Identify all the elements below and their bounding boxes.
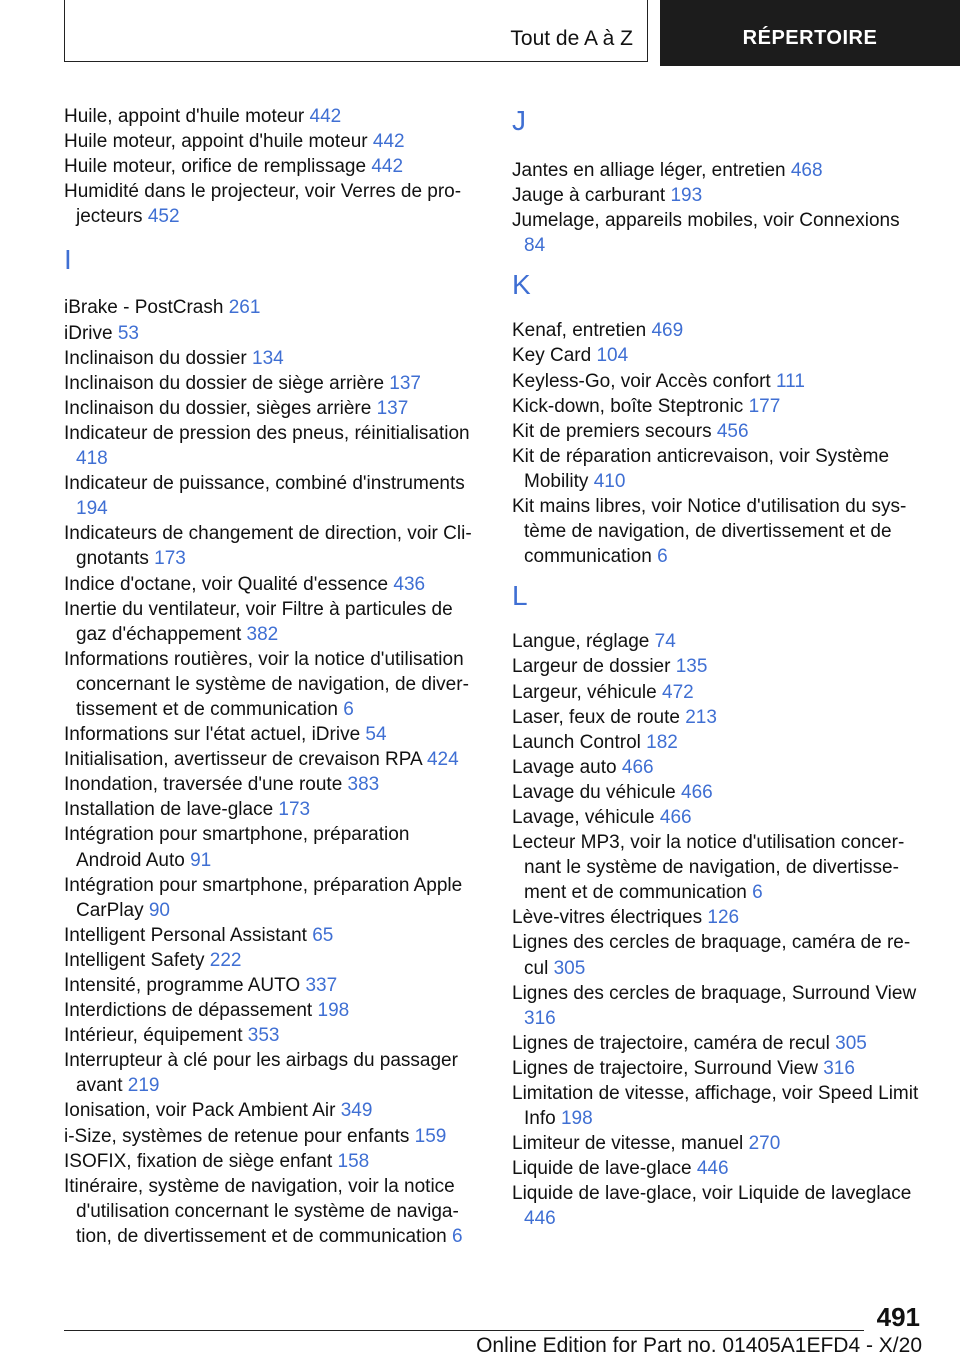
page-reference-link[interactable]: 6: [343, 698, 354, 720]
index-entry: [64, 346, 476, 371]
page-reference-link[interactable]: 90: [148, 899, 170, 921]
index-entry: [512, 1181, 922, 1231]
index-entry: [64, 1098, 476, 1123]
page-reference-link[interactable]: 466: [681, 781, 713, 803]
index-entry-text: Lignes des cercles de braquage, Surround View: [512, 982, 917, 1004]
index-entry: [512, 318, 922, 343]
index-entry-text: Inondation, traversée d'une route: [64, 774, 348, 796]
index-entry: [64, 1174, 476, 1249]
page-reference-link[interactable]: 158: [337, 1150, 370, 1172]
page-reference-link[interactable]: 111: [776, 370, 805, 392]
index-entry-text: Huile, appoint d'huile moteur: [64, 106, 310, 127]
page-reference-link[interactable]: 91: [190, 849, 212, 871]
index-entry-text: Huile moteur, appoint d'huile moteur: [64, 131, 373, 153]
index-entry-text: Ionisation, voir Pack Ambient Air: [64, 1100, 341, 1122]
section-tab[interactable]: [64, 0, 648, 62]
index-entry: [512, 1131, 922, 1156]
page-number: 491: [876, 1302, 920, 1332]
index-entry-text: Interrupteur à clé pour les airbags du passager avant: [64, 1050, 458, 1097]
index-entry-text: Inclinaison du dossier, sièges arrière: [64, 397, 377, 419]
index-entry: [512, 1056, 922, 1081]
index-entry-text: Intégration pour smartphone, préparation Apple CarPlay: [64, 874, 463, 921]
page-reference-link[interactable]: 213: [685, 706, 717, 728]
page-reference-link[interactable]: 194: [76, 498, 108, 520]
index-entry: [512, 1156, 922, 1181]
page-reference-link[interactable]: 410: [593, 470, 626, 492]
page-reference-link[interactable]: 6: [657, 546, 668, 568]
index-entry: [64, 973, 476, 998]
page-reference-link[interactable]: 177: [748, 395, 781, 417]
index-entry: [64, 471, 476, 521]
index-column-left: [64, 104, 476, 1249]
page-reference-link[interactable]: 65: [312, 924, 334, 946]
index-entry: [512, 343, 922, 368]
index-entry-text: Inclinaison du dossier de siège arrière: [64, 372, 390, 394]
index-entry: [64, 1149, 476, 1174]
index-entry-text: Jantes en alliage léger, entretien: [512, 160, 791, 181]
index-entry: [64, 1023, 476, 1048]
page-reference-link[interactable]: 436: [393, 573, 426, 595]
index-entry: [512, 158, 922, 183]
page-reference-link[interactable]: 316: [524, 1007, 556, 1029]
index-entry-text: Installation de lave-glace: [64, 799, 279, 821]
index-entry: [512, 208, 922, 258]
page-reference-link[interactable]: 349: [340, 1100, 373, 1122]
index-entry: [64, 923, 476, 948]
page-reference-link[interactable]: 173: [154, 548, 186, 570]
page-reference-link[interactable]: 270: [748, 1133, 781, 1155]
index-entry-text: Lavage du véhicule: [512, 781, 682, 803]
index-entry-text: Intensité, programme AUTO: [64, 975, 306, 996]
page-reference-link[interactable]: 53: [117, 322, 139, 344]
index-entry: [512, 780, 922, 805]
index-entry: [512, 394, 922, 419]
index-entry: [64, 104, 476, 129]
index-entry-text: iDrive: [64, 322, 118, 344]
index-entry-text: Intelligent Safety: [64, 949, 210, 971]
index-entry-text: Interdictions de dépassement: [64, 1000, 318, 1022]
index-entry: [512, 494, 922, 569]
index-entry-text: Indicateur de puissance, combiné d'instruments: [64, 473, 465, 495]
index-entry-text: Humidité dans le projecteur, voir Verres de projecteurs: [64, 181, 462, 228]
page-reference-link[interactable]: 305: [835, 1032, 867, 1054]
index-letter-heading: K: [512, 269, 531, 301]
page-reference-link[interactable]: 418: [76, 448, 108, 470]
index-entry: [64, 597, 476, 647]
index-entry: [512, 680, 922, 705]
page-reference-link[interactable]: 159: [414, 1125, 447, 1147]
page-reference-link[interactable]: 383: [347, 774, 380, 796]
index-entry-text: Jauge à carburant: [512, 185, 671, 207]
index-entry-text: Lavage, véhicule: [512, 806, 660, 828]
index-entry: [512, 805, 922, 830]
index-entry: [512, 419, 922, 444]
index-entry-text: Kenaf, entretien: [512, 320, 652, 342]
index-entry: [64, 948, 476, 973]
page-reference-link[interactable]: 382: [246, 623, 279, 645]
page-reference-link[interactable]: 446: [696, 1158, 729, 1180]
index-entry-text: Largeur de dossier: [512, 656, 676, 678]
index-entry-text: Langue, réglage: [512, 631, 655, 653]
index-entry: [512, 930, 922, 980]
index-entry: [512, 1081, 922, 1131]
index-entry: [512, 905, 922, 930]
edition-footer: Online Edition for Part no. 01405A1EFD4 - X/20: [476, 1334, 922, 1357]
index-entry-text: Laser, feux de route: [512, 706, 686, 728]
index-entry: [512, 1031, 922, 1056]
index-entry-text: Indice d'octane, voir Qualité d'essence: [64, 573, 394, 595]
page-reference-link[interactable]: 137: [376, 397, 409, 419]
page-reference-link[interactable]: 472: [662, 681, 694, 703]
page-reference-link[interactable]: 126: [707, 907, 740, 929]
index-entry: [512, 730, 922, 755]
index-entry: [64, 129, 476, 154]
index-entry: [64, 873, 476, 923]
repertoire-tab-label: RÉPERTOIRE: [742, 27, 878, 49]
index-entry-text: Jumelage, appareils mobiles, voir Connexions: [512, 210, 900, 232]
index-entry-text: Lavage auto: [512, 756, 622, 778]
index-entry-text: Indicateur de pression des pneus, réinitialisation: [64, 422, 470, 444]
index-entry-text: Intérieur, équipement: [64, 1025, 248, 1047]
page-reference-link[interactable]: 74: [654, 631, 676, 653]
page-reference-link[interactable]: 442: [371, 156, 404, 178]
index-entry-text: Keyless-Go, voir Accès confort: [512, 370, 776, 392]
index-entry-text: Limiteur de vitesse, manuel: [512, 1133, 749, 1155]
index-entry-text: Lignes de trajectoire, Surround View: [512, 1057, 824, 1079]
index-entry: [512, 705, 922, 730]
index-entry-text: Key Card: [512, 345, 597, 367]
index-entry-text: Inclinaison du dossier: [64, 347, 252, 369]
page-reference-link[interactable]: 442: [372, 131, 405, 153]
index-entry: [512, 629, 922, 654]
page-reference-link[interactable]: 219: [127, 1075, 160, 1097]
index-entry-text: Informations sur l'état actuel, iDrive: [64, 724, 366, 746]
page-reference-link[interactable]: 456: [716, 420, 749, 442]
index-entry-text: Intelligent Personal Assistant: [64, 924, 313, 946]
page-reference-link[interactable]: 466: [659, 806, 692, 828]
page-header: [0, 0, 960, 66]
index-entry: [64, 396, 476, 421]
index-entry: [64, 747, 476, 772]
page-reference-link[interactable]: 452: [147, 206, 180, 228]
index-entry: [64, 722, 476, 747]
index-letter-heading: I: [64, 244, 72, 276]
index-entry: [512, 369, 922, 394]
page-reference-link[interactable]: 316: [823, 1057, 855, 1079]
index-entry: [512, 444, 922, 494]
index-entry: [64, 154, 476, 179]
index-entry-text: Largeur, véhicule: [512, 681, 662, 703]
index-entry: [512, 183, 922, 208]
page-reference-link[interactable]: 261: [228, 297, 261, 319]
page-reference-link[interactable]: 104: [596, 345, 629, 367]
page-reference-link[interactable]: 337: [305, 975, 338, 996]
index-entry-text: Initialisation, avertisseur de crevaison RPA: [64, 749, 427, 771]
index-entry: [512, 654, 922, 679]
page-reference-link[interactable]: 198: [560, 1108, 593, 1130]
index-entry: [64, 321, 476, 346]
index-entry: [64, 572, 476, 597]
page-reference-link[interactable]: 446: [524, 1208, 556, 1230]
page-reference-link[interactable]: 84: [524, 235, 546, 257]
page-reference-link[interactable]: 134: [252, 347, 284, 369]
page-reference-link[interactable]: 222: [209, 949, 242, 971]
index-entry: [64, 179, 476, 229]
index-entry-text: iBrake - PostCrash: [64, 297, 229, 319]
index-entry-text: Lecteur MP3, voir la notice d'utilisation concernant le système de navigation, de divertissement et de communication: [512, 832, 905, 904]
repertoire-tab[interactable]: [660, 0, 960, 66]
index-entry-text: i-Size, systèmes de retenue pour enfants: [64, 1125, 415, 1147]
index-entry: [64, 295, 476, 320]
index-entry-text: Kit de premiers secours: [512, 420, 717, 442]
page-reference-link[interactable]: 442: [309, 106, 342, 127]
index-entry: [64, 1124, 476, 1149]
index-entry-text: ISOFIX, fixation de siège enfant: [64, 1150, 338, 1172]
index-entry: [64, 797, 476, 822]
index-entry: [64, 521, 476, 571]
index-entry-text: Lignes des cercles de braquage, caméra de recul: [512, 932, 911, 979]
index-entry-text: Kit de réparation anticrevaison, voir Système Mobility: [512, 445, 890, 492]
page-reference-link[interactable]: 6: [752, 882, 763, 904]
index-entry-text: Inertie du ventilateur, voir Filtre à particules de gaz d'échappement: [64, 598, 453, 645]
index-entry-text: Intégration pour smartphone, préparation Android Auto: [64, 824, 410, 871]
index-entry-text: Lève-vitres électriques: [512, 907, 708, 929]
index-entry-text: Huile moteur, orifice de remplissage: [64, 156, 372, 178]
index-entry: [64, 998, 476, 1023]
index-entry-text: Liquide de lave-glace, voir Liquide de laveglace: [512, 1183, 912, 1205]
index-entry: [64, 1048, 476, 1098]
index-letter-heading: L: [512, 580, 528, 612]
index-entry: [512, 981, 922, 1031]
page-reference-link[interactable]: 469: [651, 320, 684, 342]
page-reference-link[interactable]: 424: [426, 749, 459, 771]
index-entry-text: Kick-down, boîte Steptronic: [512, 395, 749, 417]
index-entry-text: Launch Control: [512, 731, 647, 753]
page-reference-link[interactable]: 305: [553, 957, 586, 979]
index-entry-text: Liquide de lave-glace: [512, 1158, 697, 1180]
page-reference-link[interactable]: 135: [675, 656, 708, 678]
section-tab-label: Tout de A à Z: [510, 27, 633, 50]
index-entry-text: Lignes de trajectoire, caméra de recul: [512, 1032, 836, 1054]
page-reference-link[interactable]: 198: [317, 1000, 350, 1022]
index-column-right: [512, 104, 922, 1232]
page-reference-link[interactable]: 54: [365, 724, 387, 746]
page-reference-link[interactable]: 182: [646, 731, 678, 753]
index-entry: [64, 371, 476, 396]
page-reference-link[interactable]: 353: [247, 1025, 280, 1047]
page-reference-link[interactable]: 193: [670, 185, 703, 207]
index-entry: [64, 772, 476, 797]
index-entry: [512, 755, 922, 780]
index-entry: [64, 647, 476, 722]
page-reference-link[interactable]: 468: [790, 160, 823, 181]
index-entry-text: Kit mains libres, voir Notice d'utilisation du système de navigation, de divertissement et de communication: [512, 496, 907, 568]
page-reference-link[interactable]: 6: [451, 1225, 463, 1247]
index-entry-text: Itinéraire, système de navigation, voir la notice d'utilisation concernant le système de navigation, de divertissement et de communication: [64, 1175, 459, 1247]
page-reference-link[interactable]: 173: [278, 799, 311, 821]
index-entry: [64, 822, 476, 872]
index-entry-text: Indicateurs de changement de direction, voir Clignotants: [64, 523, 472, 570]
index-letter-heading: J: [512, 105, 526, 136]
index-entry-text: Informations routières, voir la notice d'utilisation concernant le système de navigation, de divertissement et de communication: [64, 648, 469, 720]
page-reference-link[interactable]: 466: [621, 756, 654, 778]
footer-divider: [64, 1330, 864, 1331]
index-entry: [64, 421, 476, 471]
page-reference-link[interactable]: 137: [389, 372, 421, 394]
index-entry: [512, 830, 922, 905]
index-entry-text: Limitation de vitesse, affichage, voir Speed Limit Info: [512, 1083, 919, 1130]
